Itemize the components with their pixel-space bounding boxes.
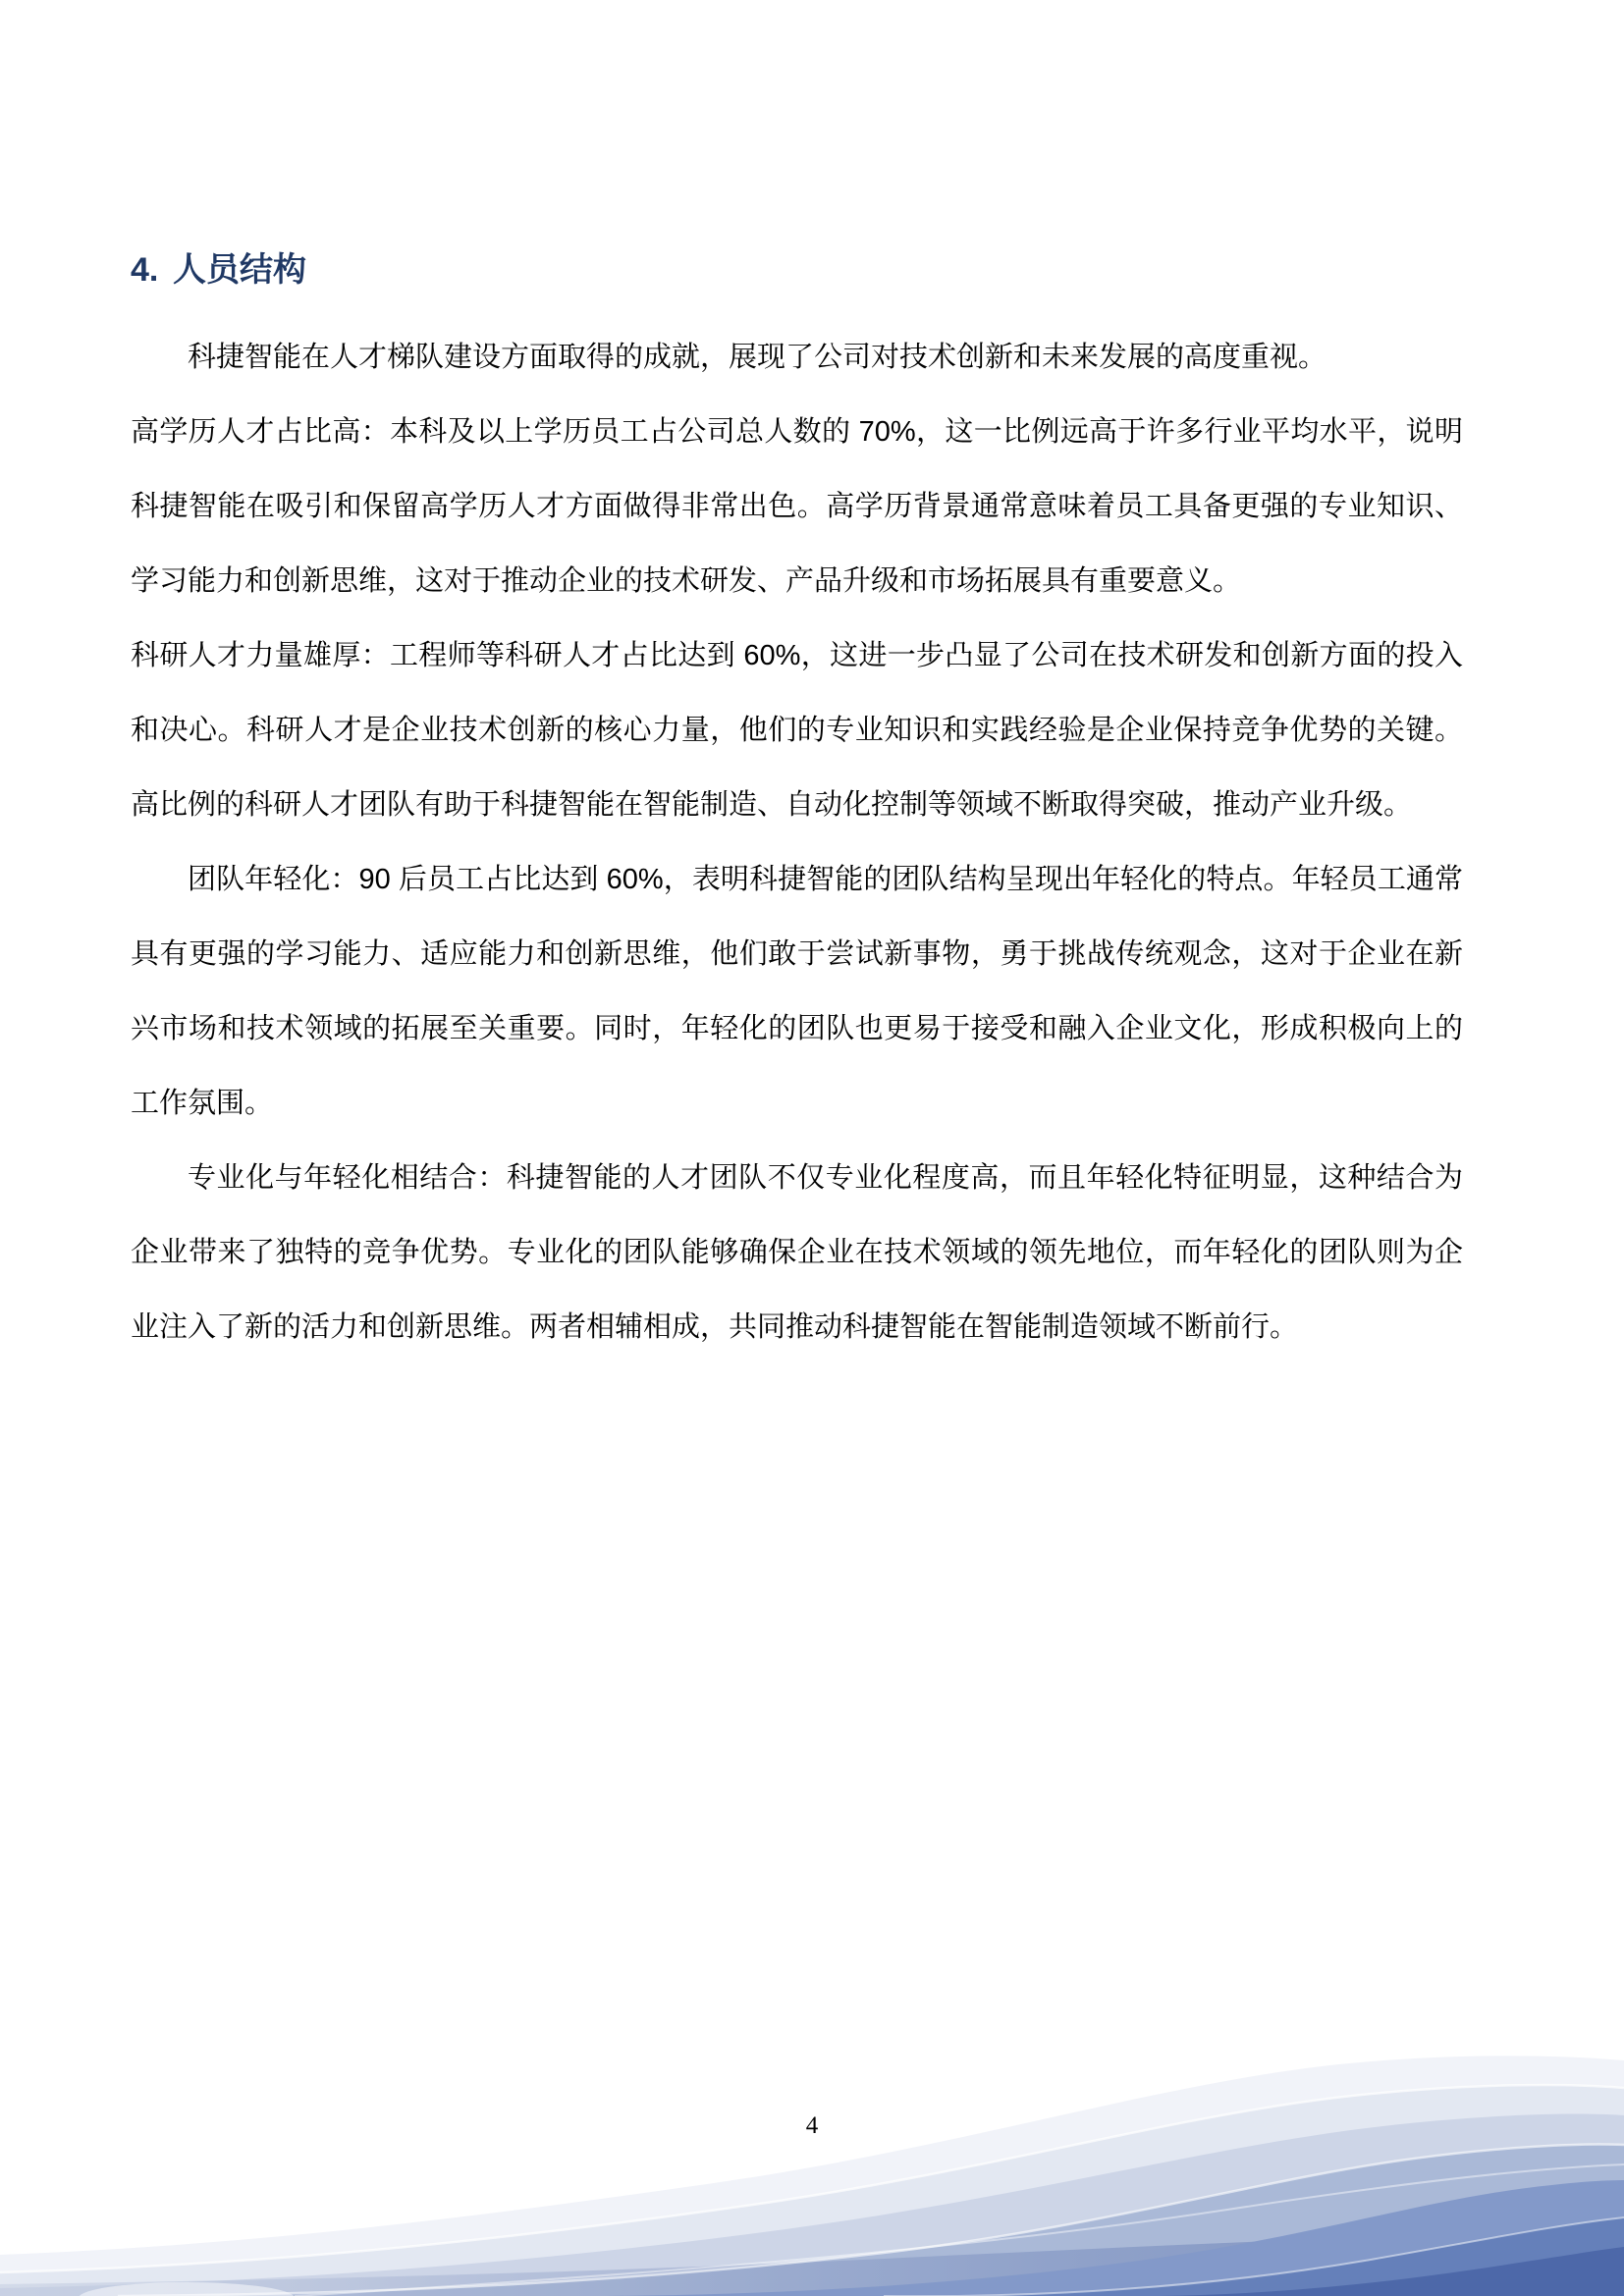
document-body (131, 242, 1463, 1364)
heading-title: 人员结构 (173, 251, 306, 289)
paragraph-young-team: 团队年轻化：90 后员工占比达到 60%，表明科捷智能的团队结构呈现出年轻化的特点。年轻员工通常具有更强的学习能力、适应能力和创新思维，他们敢于尝试新事物，勇于挑战传统观念，这对于企业在新兴市场和技术领域的拓展至关重要。同时，年轻化的团队也更易于接受和融入企业文化，形成积极向上的工作氛围。 (131, 864, 1463, 1119)
paragraph-talent-overview: 科捷智能在人才梯队建设方面取得的成就，展现了公司对技术创新和未来发展的高度重视。 (188, 342, 1327, 373)
page-number: 4 (805, 2112, 819, 2139)
paragraph-combination: 专业化与年轻化相结合：科捷智能的人才团队不仅专业化程度高，而且年轻化特征明显，这种结合为企业带来了独特的竞争优势。专业化的团队能够确保企业在技术领域的领先地位，而年轻化的团队则为企业注入了新的活力和创新思维。两者相辅相成，共同推动科捷智能在智能制造领域不断前行。 (131, 1162, 1463, 1343)
heading-number: 4. (131, 251, 159, 289)
paragraph-research-talent: 科研人才力量雄厚：工程师等科研人才占比达到 60%，这进一步凸显了公司在技术研发和创新方面的投入和决心。科研人才是企业技术创新的核心力量，他们的专业知识和实践经验是企业保持竞争优势的关键。高比例的科研人才团队有助于科捷智能在智能制造、自动化控制等领域不断取得突破，推动产业升级。 (131, 640, 1463, 821)
section-heading (131, 242, 1463, 291)
paragraph-high-education: 高学历人才占比高：本科及以上学历员工占公司总人数的 70%，这一比例远高于许多行业平均水平，说明科捷智能在吸引和保留高学历人才方面做得非常出色。高学历背景通常意味着员工具备更强的专业知识、学习能力和创新思维，这对于推动企业的技术研发、产品升级和市场拓展具有重要意义。 (131, 416, 1463, 597)
